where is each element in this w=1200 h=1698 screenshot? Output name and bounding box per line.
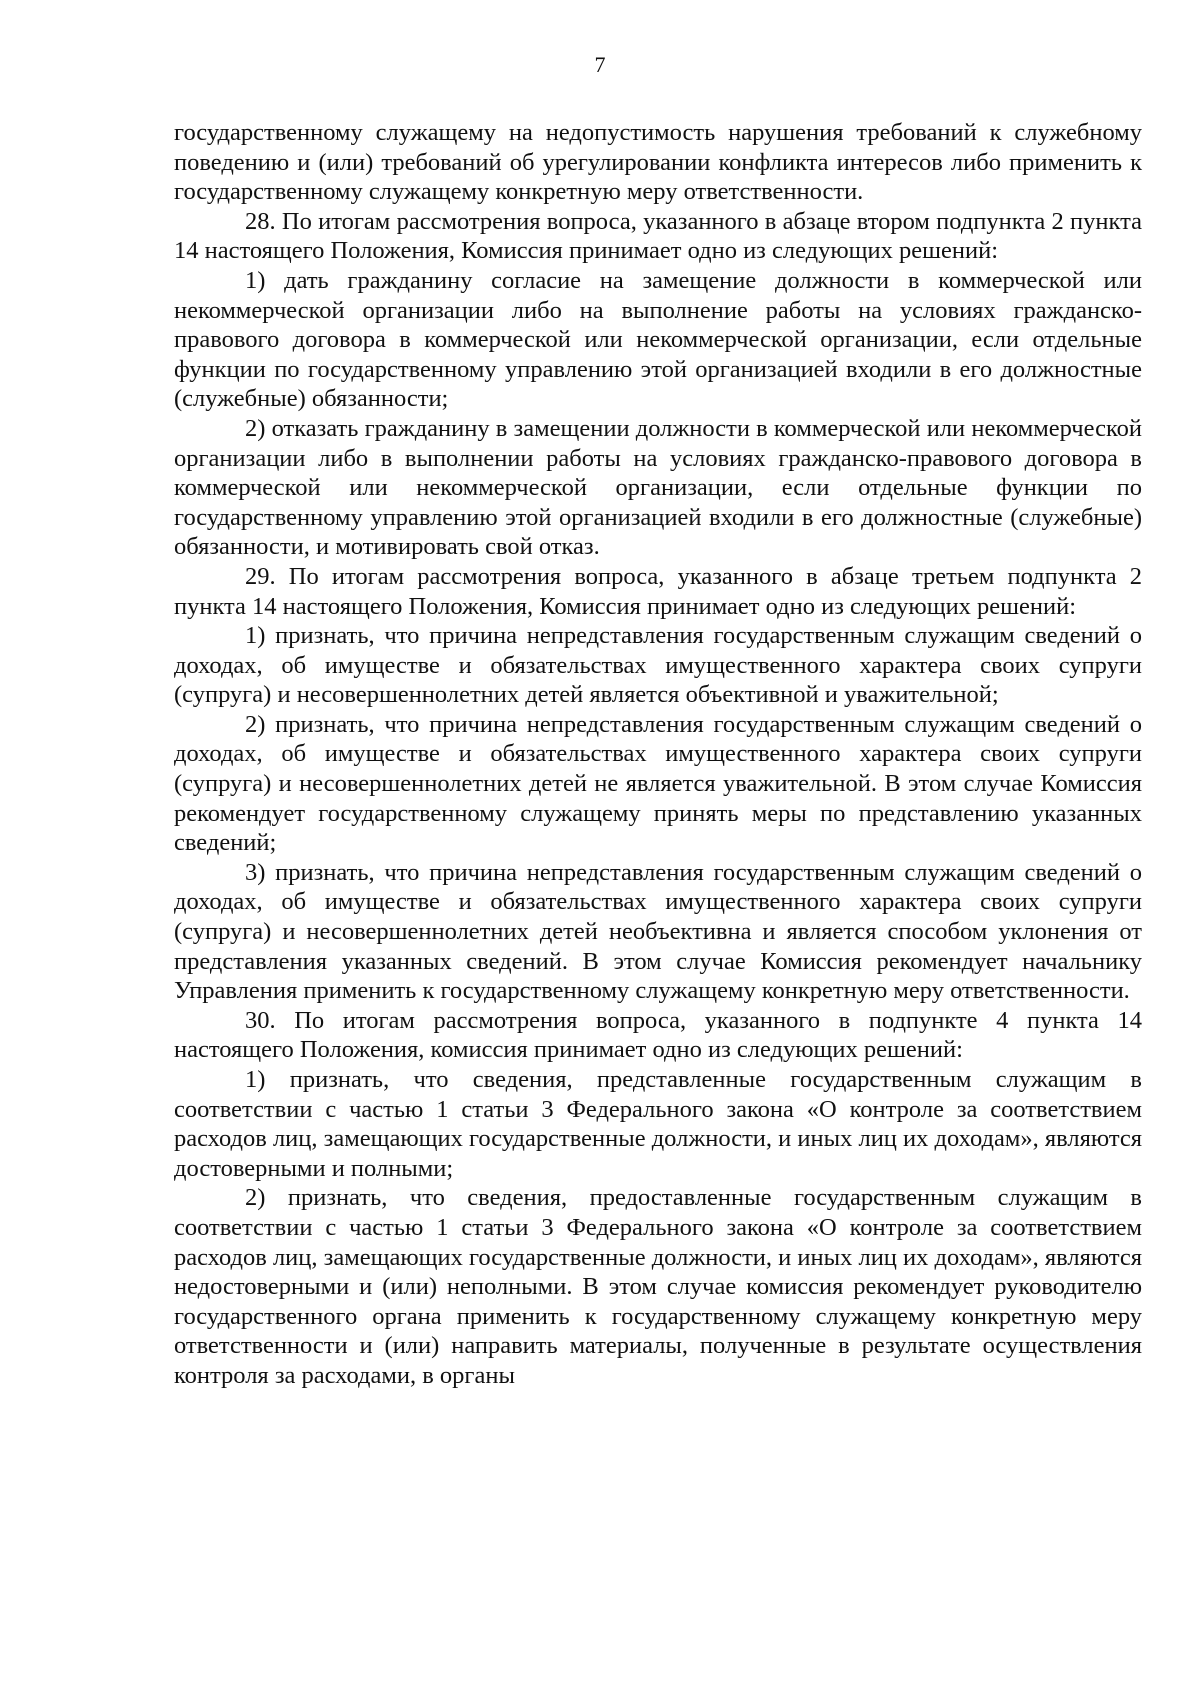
- paragraph: 3) признать, что причина непредставления государственным служащим сведений о доходах, об имуществе и обязательствах имущественного характера своих супруги (супруга) и несовершеннолетних детей необъективна и является способом уклонения от представления указанных сведений. В этом случае Комиссия рекомендует начальнику Управления применить к государственному служащему конкретную меру ответственности.: [174, 858, 1142, 1005]
- document-body: [174, 118, 1142, 1391]
- paragraph: 29. По итогам рассмотрения вопроса, указанного в абзаце третьем подпункта 2 пункта 14 настоящего Положения, Комиссия принимает одно из следующих решений:: [174, 562, 1142, 620]
- continuation-paragraph: государственному служащему на недопустимость нарушения требований к служебному поведению и (или) требований об урегулировании конфликта интересов либо применить к государственному служащему конкретную меру ответственности.: [174, 119, 1142, 206]
- paragraph: 30. По итогам рассмотрения вопроса, указанного в подпункте 4 пункта 14 настоящего Положения, комиссия принимает одно из следующих решений:: [174, 1006, 1142, 1064]
- paragraph: 2) признать, что причина непредставления государственным служащим сведений о доходах, об имуществе и обязательствах имущественного характера своих супруги (супруга) и несовершеннолетних детей не является уважительной. В этом случае Комиссия рекомендует государственному служащему принять меры по представлению указанных сведений;: [174, 710, 1142, 857]
- paragraph: 2) отказать гражданину в замещении должности в коммерческой или некоммерческой организации либо в выполнении работы на условиях гражданско-правового договора в коммерческой или некоммерческой организации, если отдельные функции по государственному управлению этой организацией входили в его должностные (служебные) обязанности, и мотивировать свой отказ.: [174, 414, 1142, 561]
- paragraph: 28. По итогам рассмотрения вопроса, указанного в абзаце втором подпункта 2 пункта 14 настоящего Положения, Комиссия принимает одно из следующих решений:: [174, 207, 1142, 265]
- paragraph: 2) признать, что сведения, предоставленные государственным служащим в соответствии с частью 1 статьи 3 Федерального закона «О контроле за соответствием расходов лиц, замещающих государственные должности, и иных лиц их доходам», являются недостоверными и (или) неполными. В этом случае комиссия рекомендует руководителю государственного органа применить к государственному служащему конкретную меру ответственности и (или) направить материалы, полученные в результате осуществления контроля за расходами, в органы: [174, 1184, 1142, 1389]
- paragraph: 1) дать гражданину согласие на замещение должности в коммерческой или некоммерческой организации либо на выполнение работы на условиях гражданско-правового договора в коммерческой или некоммерческой организации, если отдельные функции по государственному управлению этой организацией входили в его должностные (служебные) обязанности;: [174, 266, 1142, 413]
- paragraph: 1) признать, что сведения, представленные государственным служащим в соответствии с частью 1 статьи 3 Федерального закона «О контроле за соответствием расходов лиц, замещающих государственные должности, и иных лиц их доходам», являются достоверными и полными;: [174, 1066, 1142, 1182]
- page-number: 7: [594, 52, 606, 77]
- paragraph: 1) признать, что причина непредставления государственным служащим сведений о доходах, об имуществе и обязательствах имущественного характера своих супруги (супруга) и несовершеннолетних детей является объективной и уважительной;: [174, 622, 1142, 709]
